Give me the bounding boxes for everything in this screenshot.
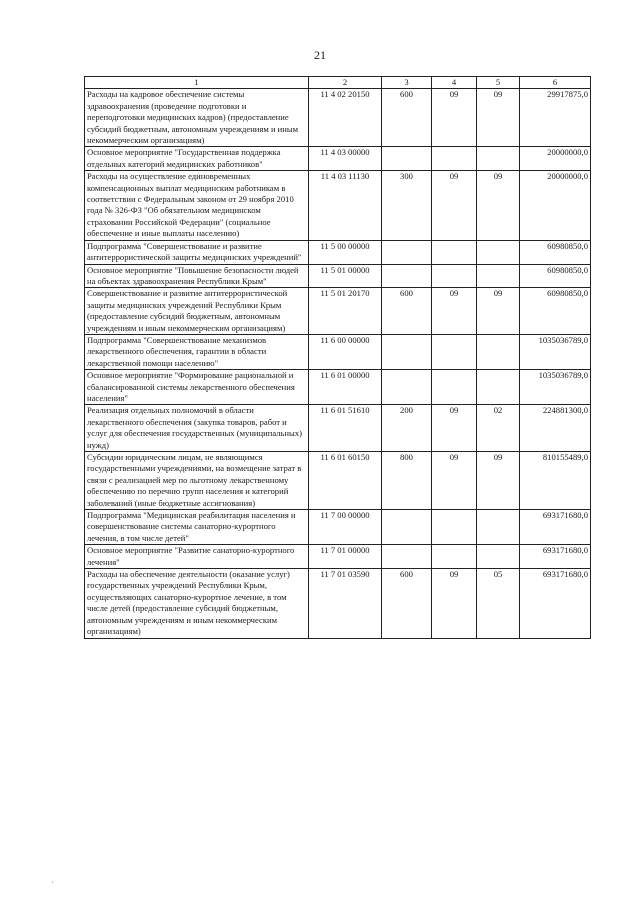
amount-cell: 693171680,0: [520, 569, 591, 638]
expense-type-cell: [382, 264, 432, 288]
margin-mark: ': [52, 880, 54, 889]
section-cell: [432, 264, 477, 288]
target-code-cell: 11 6 01 00000: [309, 370, 382, 405]
row-name-cell: Основное мероприятие "Развитие санаторно-курортного лечения": [85, 545, 309, 569]
header-col-4: 4: [432, 77, 477, 89]
section-cell: [432, 334, 477, 369]
expense-type-cell: [382, 334, 432, 369]
row-name-cell: Совершенствование и развитие антитеррористической защиты медицинских учреждений Республики Крым (предоставление субсидий бюджетным, автономным учреждениям и иным некоммерческим организациям): [85, 288, 309, 335]
section-cell: 09: [432, 89, 477, 147]
target-code-cell: 11 7 01 03590: [309, 569, 382, 638]
subsection-cell: 09: [477, 288, 520, 335]
table-row: [85, 264, 591, 288]
subsection-cell: 02: [477, 405, 520, 452]
row-name-cell: Расходы на осуществление единовременных компенсационных выплат медицинским работникам в соответствии с Федеральным законом от 29 ноября 2010 года № 326-ФЗ "Об обязательном медицинском страховании Российской Федерации" (социальное обеспечение и иные выплаты населению): [85, 171, 309, 240]
amount-cell: 1035036789,0: [520, 370, 591, 405]
subsection-cell: [477, 264, 520, 288]
table-row: [85, 147, 591, 171]
expense-type-cell: [382, 147, 432, 171]
target-code-cell: 11 5 01 20170: [309, 288, 382, 335]
table-row: [85, 171, 591, 240]
row-name-cell: Основное мероприятие "Государственная поддержка отдельных категорий медицинских работников": [85, 147, 309, 171]
table-row: [85, 510, 591, 545]
target-code-cell: 11 7 00 00000: [309, 510, 382, 545]
expense-type-cell: [382, 545, 432, 569]
subsection-cell: [477, 510, 520, 545]
amount-cell: 1035036789,0: [520, 334, 591, 369]
table-row: [85, 288, 591, 335]
row-name-cell: Реализация отдельных полномочий в области лекарственного обеспечения (закупка товаров, работ и услуг для обеспечения государственных (муниципальных) нужд): [85, 405, 309, 452]
target-code-cell: 11 6 01 60150: [309, 452, 382, 510]
expense-type-cell: 300: [382, 171, 432, 240]
row-name-cell: Основное мероприятие "Повышение безопасности людей на объектах здравоохранения Республики Крым": [85, 264, 309, 288]
row-name-cell: Подпрограмма "Совершенствование механизмов лекарственного обеспечения, гарантии в области лекарственной помощи населению": [85, 334, 309, 369]
subsection-cell: 09: [477, 171, 520, 240]
section-cell: [432, 370, 477, 405]
section-cell: 09: [432, 452, 477, 510]
table-row: [85, 452, 591, 510]
subsection-cell: 09: [477, 89, 520, 147]
header-col-2: 2: [309, 77, 382, 89]
amount-cell: 224881300,0: [520, 405, 591, 452]
target-code-cell: 11 4 02 20150: [309, 89, 382, 147]
expense-type-cell: [382, 370, 432, 405]
header-col-6: 6: [520, 77, 591, 89]
section-cell: [432, 510, 477, 545]
expense-type-cell: 600: [382, 288, 432, 335]
page-number: 21: [314, 48, 326, 62]
subsection-cell: [477, 370, 520, 405]
header-col-1: 1: [85, 77, 309, 89]
section-cell: [432, 240, 477, 264]
subsection-cell: 05: [477, 569, 520, 638]
section-cell: 09: [432, 569, 477, 638]
row-name-cell: Основное мероприятие "Формирование рациональной и сбалансированной системы лекарственного обеспечения населения": [85, 370, 309, 405]
table-row: [85, 545, 591, 569]
amount-cell: 693171680,0: [520, 545, 591, 569]
table-row: [85, 334, 591, 369]
section-cell: [432, 545, 477, 569]
row-name-cell: Расходы на кадровое обеспечение системы здравоохранения (проведение подготовки и переподготовки медицинских кадров) (предоставление субсидий бюджетным, автономным учреждениям и иным некоммерческим организациям): [85, 89, 309, 147]
subsection-cell: [477, 240, 520, 264]
row-name-cell: Субсидии юридическим лицам, не являющимся государственными учреждениями, на возмещение затрат в связи с реализацией мер по льготному лекарственному обеспечению по перечню групп населения и категорий заболеваний (иные бюджетные ассигнования): [85, 452, 309, 510]
section-cell: [432, 147, 477, 171]
budget-table: [84, 76, 591, 639]
amount-cell: 20000000,0: [520, 171, 591, 240]
subsection-cell: [477, 147, 520, 171]
target-code-cell: 11 4 03 11130: [309, 171, 382, 240]
section-cell: 09: [432, 405, 477, 452]
row-name-cell: Расходы на обеспечение деятельности (оказание услуг) государственных учреждений Республики Крым, осуществляющих санаторно-курортное лечение, в том числе детей (предоставление субсидий бюджетным, автономным учреждениям и иным некоммерческим организациям): [85, 569, 309, 638]
amount-cell: 693171680,0: [520, 510, 591, 545]
subsection-cell: 09: [477, 452, 520, 510]
expense-type-cell: 600: [382, 89, 432, 147]
table-row: [85, 89, 591, 147]
section-cell: 09: [432, 288, 477, 335]
amount-cell: 60980850,0: [520, 288, 591, 335]
row-name-cell: Подпрограмма "Совершенствование и развитие антитеррористической защиты медицинских учреждений": [85, 240, 309, 264]
target-code-cell: 11 6 01 51610: [309, 405, 382, 452]
row-name-cell: Подпрограмма "Медицинская реабилитация населения и совершенствование системы санаторно-курортного лечения, в том числе детей": [85, 510, 309, 545]
target-code-cell: 11 7 01 00000: [309, 545, 382, 569]
table-row: [85, 569, 591, 638]
subsection-cell: [477, 334, 520, 369]
table-row: [85, 370, 591, 405]
amount-cell: 20000000,0: [520, 147, 591, 171]
expense-type-cell: 600: [382, 569, 432, 638]
amount-cell: 29917875,0: [520, 89, 591, 147]
target-code-cell: 11 6 00 00000: [309, 334, 382, 369]
expense-type-cell: [382, 240, 432, 264]
expense-type-cell: [382, 510, 432, 545]
expense-type-cell: 200: [382, 405, 432, 452]
section-cell: 09: [432, 171, 477, 240]
header-col-3: 3: [382, 77, 432, 89]
expense-type-cell: 800: [382, 452, 432, 510]
subsection-cell: [477, 545, 520, 569]
table-row: [85, 405, 591, 452]
amount-cell: 60980850,0: [520, 240, 591, 264]
table-body: [85, 89, 591, 638]
amount-cell: 60980850,0: [520, 264, 591, 288]
table-header: [85, 77, 591, 89]
header-col-5: 5: [477, 77, 520, 89]
target-code-cell: 11 4 03 00000: [309, 147, 382, 171]
table-row: [85, 240, 591, 264]
target-code-cell: 11 5 00 00000: [309, 240, 382, 264]
amount-cell: 810155489,0: [520, 452, 591, 510]
header-row: [85, 77, 591, 89]
target-code-cell: 11 5 01 00000: [309, 264, 382, 288]
